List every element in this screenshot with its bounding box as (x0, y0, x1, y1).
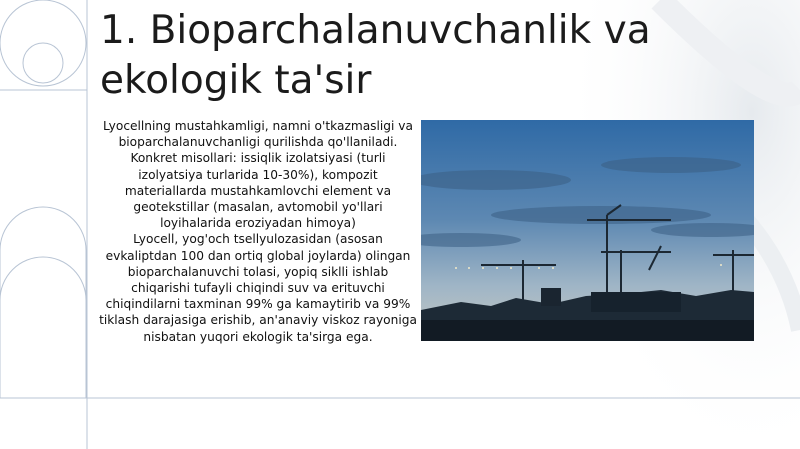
body-text (98, 118, 418, 345)
construction-cranes-image (421, 120, 754, 341)
outline-arc (0, 257, 86, 300)
building-silhouette (541, 288, 561, 306)
construction-photo (421, 120, 754, 341)
body-paragraph: Lyocellning mustahkamligi, namni o'tkazmasligi va bioparchalanuvchanligi qurilishda qo'llaniladi. Konkret misollari: issiqlik izolatsiyasi (turli izolyatsiya turlarida 10-30%), kompozit materiallarda mustahkamlovchi element va geotekstillar (masalan, avtomobil yo'llari loyihalarida eroziyadan himoya) (103, 119, 413, 231)
body-paragraph: Lyocell, yog'och tsellyulozasidan (asosan evkaliptdan 100 dan ortiq global joylarda) olingan bioparchalanuvchi tolasi, yopiq siklli ishlab chiqarishi tufayli chiqindi suv va erituvchi chiqindilarni taxminan 99% ga kamaytirib va 99% tiklash darajasiga erishib, an'anaviy viskoz rayoniga nisbatan yuqori ekologik ta'sirga ega. (99, 232, 417, 344)
slide-title: 1. Bioparchalanuvchanlik va ekologik ta'sir (100, 8, 651, 103)
foreground (421, 320, 754, 341)
outline-arc (0, 207, 86, 398)
outline-circle-inner (23, 43, 63, 83)
building-silhouette (591, 292, 681, 312)
